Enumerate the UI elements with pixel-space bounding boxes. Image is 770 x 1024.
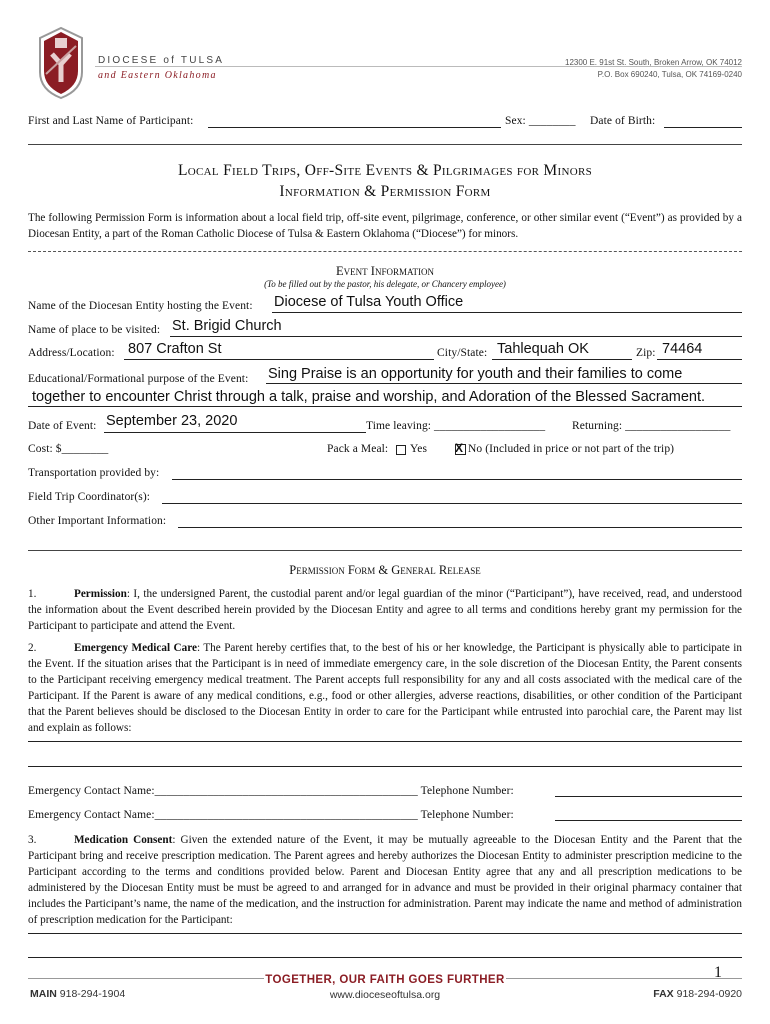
date-label: Date of Event: xyxy=(28,420,97,432)
address-label: Address/Location: xyxy=(28,347,115,359)
footer-main-number: 918-294-1904 xyxy=(59,988,126,1000)
place-label: Name of place to be visited: xyxy=(28,324,161,336)
emergency-contact-1-label: Emergency Contact Name:_____________________________________________ Telephone Number: xyxy=(28,785,514,797)
medical-notes-line-1[interactable] xyxy=(28,741,742,742)
coordinator-field[interactable] xyxy=(162,503,742,504)
permission-num: 1. xyxy=(28,588,37,600)
meal-no-check-mark: X xyxy=(455,441,464,455)
city-label: City/State: xyxy=(437,347,488,359)
medication-paragraph xyxy=(28,832,742,928)
other-info-label: Other Important Information: xyxy=(28,515,167,527)
sex-label: Sex: ________ xyxy=(505,115,576,127)
returning-label: Returning: __________________ xyxy=(572,420,731,432)
medication-notes-line-1[interactable] xyxy=(28,933,742,934)
address-value: 807 Crafton St xyxy=(128,341,222,357)
zip-value: 74464 xyxy=(662,341,703,357)
purpose-field[interactable] xyxy=(266,383,742,384)
event-info-note: (To be filled out by the pastor, his delegate, or Chancery employee) xyxy=(264,279,506,289)
medical-paragraph xyxy=(28,640,742,736)
cost-label: Cost: $________ xyxy=(28,443,109,455)
release-heading: Permission Form & General Release xyxy=(289,563,481,577)
permission-title: Permission xyxy=(74,588,127,600)
time-leaving-label: Time leaving: ___________________ xyxy=(366,420,546,432)
permission-paragraph xyxy=(28,586,742,634)
emergency-phone-2-field[interactable] xyxy=(555,820,742,821)
dob-field[interactable] xyxy=(664,127,742,128)
org-name: DIOCESE of TULSA xyxy=(98,55,225,66)
entity-field[interactable] xyxy=(272,312,742,313)
entity-value: Diocese of Tulsa Youth Office xyxy=(274,294,464,310)
transport-label: Transportation provided by: xyxy=(28,467,160,479)
footer-fax-number: 918-294-0920 xyxy=(676,988,742,1000)
dob-label: Date of Birth: xyxy=(590,115,656,127)
form-title-line2: Information & Permission Form xyxy=(279,183,491,200)
intro-divider xyxy=(28,251,742,252)
footer-fax xyxy=(653,988,742,1000)
zip-label: Zip: xyxy=(636,347,656,359)
medication-title: Medication Consent xyxy=(74,834,173,846)
purpose-value-2: together to encounter Christ through a talk, praise and worship, and Adoration of the Blessed Sacrament. xyxy=(32,389,706,405)
medical-num: 2. xyxy=(28,642,37,654)
emergency-phone-1-field[interactable] xyxy=(555,796,742,797)
form-title-line1: Local Field Trips, Off-Site Events & Pilgrimages for Minors xyxy=(178,162,592,179)
footer-tagline: TOGETHER, OUR FAITH GOES FURTHER xyxy=(265,974,505,986)
event-divider xyxy=(28,550,742,551)
header-address-2: P.O. Box 690240, Tulsa, OK 74169-0240 xyxy=(597,70,742,79)
emergency-contact-2-label: Emergency Contact Name:_____________________________________________ Telephone Number: xyxy=(28,809,514,821)
participant-name-label: First and Last Name of Participant: xyxy=(28,115,194,127)
footer-website: www.dioceseoftulsa.org xyxy=(329,989,441,1001)
zip-field[interactable] xyxy=(657,359,742,360)
transport-field[interactable] xyxy=(172,479,742,480)
coordinator-label: Field Trip Coordinator(s): xyxy=(28,491,151,503)
footer-main-label: MAIN xyxy=(30,988,57,1000)
meal-label: Pack a Meal: xyxy=(327,443,389,455)
meal-no-label: No (Included in price or not part of the trip) xyxy=(468,443,675,455)
date-value: September 23, 2020 xyxy=(106,413,238,429)
city-field[interactable] xyxy=(492,359,632,360)
meal-yes-checkbox[interactable] xyxy=(396,445,406,455)
medical-text: : The Parent hereby certifies that, to the best of his or her knowledge, the Participant is physically able to participate in the Event. If the situation arises that the Participant is in need of immediate emergency care, in the sole discretion of the Diocesan Entity, the Parent consents to the Participant receiving emergency medical treatment. The Parent accepts full responsibility for any and all costs associated with the medical care of the Participant. If the Parent is aware of any medical conditions, e.g., food or other allergies, adverse reactions, disabilities, or other condition of the Participant that the Parent believes should be disclosed to the Diocesan Entity in order to care for the Participant while entrusted into parochial care, the Parent may list and explain as follows: xyxy=(28,642,742,734)
place-field[interactable] xyxy=(170,336,742,337)
address-field[interactable] xyxy=(124,359,434,360)
diocese-logo xyxy=(32,24,90,100)
medical-notes-line-2[interactable] xyxy=(28,766,742,767)
medication-num: 3. xyxy=(28,834,37,846)
other-info-field[interactable] xyxy=(178,527,742,528)
section-divider xyxy=(28,144,742,145)
page-number: 1 xyxy=(714,964,722,981)
event-info-heading: Event Information xyxy=(336,264,434,278)
medication-text: : Given the extended nature of the Event, it may be mutually agreeable to the Diocesan Entity and the Parent that the Participant bring and receive prescription medication. The Parent agrees and hereby authorizes the Diocesan Entity to administer prescription medicine to the Participant according to the terms and conditions provided below. Parent and Diocesan Entity agree that any and all prescription medications to be administered by the Diocesan Entity must be must be agreed to and arranged for in advance and must be provided in their original pharmacy container that includes the Participant’s name, the name of the medication, and the instruction for administration. Parent may indicate the name and method of administration of prescription medication for the Participant: xyxy=(28,834,742,926)
date-field[interactable] xyxy=(104,432,366,433)
medication-notes-line-2[interactable] xyxy=(28,957,742,958)
entity-label: Name of the Diocesan Entity hosting the Event: xyxy=(28,300,253,312)
medical-title: Emergency Medical Care xyxy=(74,642,197,654)
city-value: Tahlequah OK xyxy=(497,341,589,357)
meal-yes-label: Yes xyxy=(410,443,428,455)
org-subtitle: and Eastern Oklahoma xyxy=(98,70,217,81)
header-address-1: 12300 E. 91st St. South, Broken Arrow, OK 74012 xyxy=(565,58,742,67)
purpose-value-1: Sing Praise is an opportunity for youth and their families to come xyxy=(268,366,683,382)
intro-paragraph: The following Permission Form is information about a local field trip, off-site event, pilgrimage, conference, or other similar event (“Event”) as provided by a Diocesan Entity, a part of the Roman Catholic Diocese of Tulsa & Eastern Oklahoma (“Diocese”) for minors. xyxy=(28,212,742,240)
footer-fax-label: FAX xyxy=(653,988,674,1000)
permission-text: : I, the undersigned Parent, the custodial parent and/or legal guardian of the minor (“Participant”), have received, read, and understood the information about the Event described herein provided by the Diocesan Entity and agree to all terms and conditions hereby grant my permission for the Participant to participate and attend the Event. xyxy=(28,588,742,632)
purpose-label: Educational/Formational purpose of the Event: xyxy=(28,373,249,385)
purpose-field-2[interactable] xyxy=(28,406,742,407)
participant-name-field[interactable] xyxy=(208,127,501,128)
place-value: St. Brigid Church xyxy=(172,318,282,334)
